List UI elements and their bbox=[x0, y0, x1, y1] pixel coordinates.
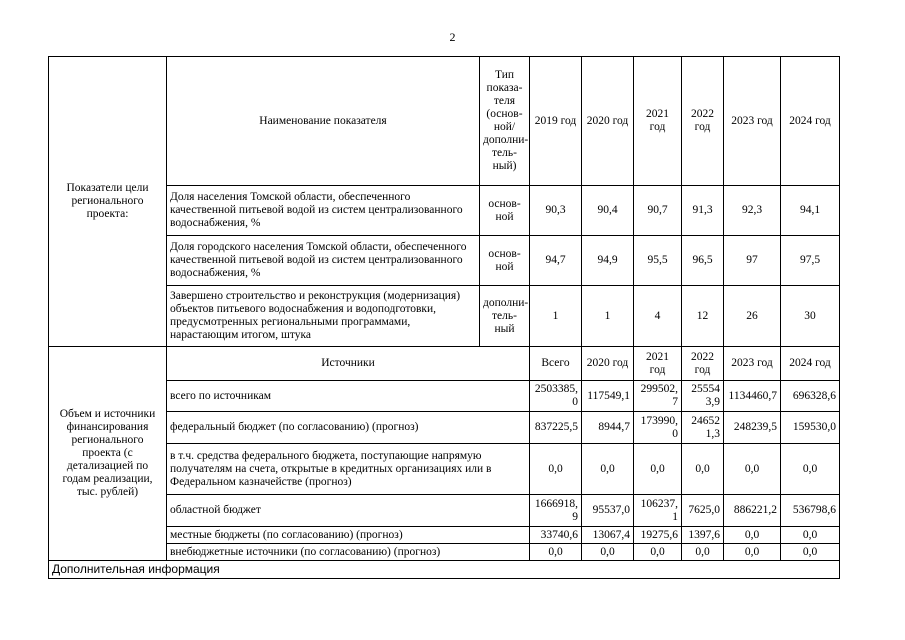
finance-value: 0,0 bbox=[781, 544, 840, 561]
finance-value: 248239,5 bbox=[724, 412, 781, 444]
finance-value: 1134460,7 bbox=[724, 381, 781, 412]
indicator-type: основ-ной bbox=[480, 236, 530, 286]
finance-value: 117549,1 bbox=[582, 381, 634, 412]
finance-value: 536798,6 bbox=[781, 495, 840, 527]
finance-value: 0,0 bbox=[781, 444, 840, 495]
indicator-type: основ-ной bbox=[480, 186, 530, 236]
finance-value: 696328,6 bbox=[781, 381, 840, 412]
indicator-name-header: Наименование показателя bbox=[167, 57, 480, 186]
finance-value: 0,0 bbox=[682, 444, 724, 495]
indicator-value: 92,3 bbox=[724, 186, 781, 236]
finance-value: 7625,0 bbox=[682, 495, 724, 527]
indicator-value: 97,5 bbox=[781, 236, 840, 286]
indicator-type-header: Тип показа-теля (основ-ной/ дополни-тель-ный) bbox=[480, 57, 530, 186]
finance-value: 13067,4 bbox=[582, 527, 634, 544]
finance-value: 255543,9 bbox=[682, 381, 724, 412]
finance-value: 0,0 bbox=[634, 544, 682, 561]
year-header: 2023 год bbox=[724, 57, 781, 186]
year-header: 2021 год bbox=[634, 57, 682, 186]
indicator-name: Доля городского населения Томской области, обеспеченного качественной питьевой водой из систем централизованного водоснабжения, % bbox=[167, 236, 480, 286]
finance-section-label: Объем и источники финансирования регионального проекта (с детализацией по годам реализации, тыс. рублей) bbox=[49, 347, 167, 561]
finance-value: 0,0 bbox=[724, 544, 781, 561]
finance-value: 0,0 bbox=[781, 527, 840, 544]
source-name: федеральный бюджет (по согласованию) (прогноз) bbox=[167, 412, 530, 444]
finance-value: 33740,6 bbox=[530, 527, 582, 544]
finance-value: 2503385,0 bbox=[530, 381, 582, 412]
indicator-value: 1 bbox=[582, 286, 634, 347]
indicator-value: 1 bbox=[530, 286, 582, 347]
goals-section-label: Показатели цели регионального проекта: bbox=[49, 57, 167, 347]
finance-value: 246521,3 bbox=[682, 412, 724, 444]
year-header: 2021 год bbox=[634, 347, 682, 381]
finance-value: 106237,1 bbox=[634, 495, 682, 527]
finance-value: 159530,0 bbox=[781, 412, 840, 444]
source-name: всего по источникам bbox=[167, 381, 530, 412]
indicator-value: 95,5 bbox=[634, 236, 682, 286]
additional-info: Дополнительная информация bbox=[49, 561, 840, 579]
indicator-value: 94,7 bbox=[530, 236, 582, 286]
indicator-name: Завершено строительство и реконструкция (модернизация) объектов питьевого водоснабжения и водоподготовки, предусмотренных региональными программами, нарастающим итогом, штука bbox=[167, 286, 480, 347]
finance-value: 0,0 bbox=[582, 544, 634, 561]
indicator-value: 30 bbox=[781, 286, 840, 347]
indicator-value: 90,3 bbox=[530, 186, 582, 236]
indicator-value: 91,3 bbox=[682, 186, 724, 236]
finance-value: 0,0 bbox=[530, 444, 582, 495]
page-number: 2 bbox=[449, 30, 456, 44]
year-header: 2024 год bbox=[781, 57, 840, 186]
finance-value: 0,0 bbox=[530, 544, 582, 561]
source-name: внебюджетные источники (по согласованию) (прогноз) bbox=[167, 544, 530, 561]
total-header: Всего bbox=[530, 347, 582, 381]
finance-value: 837225,5 bbox=[530, 412, 582, 444]
finance-value: 173990,0 bbox=[634, 412, 682, 444]
indicator-value: 12 bbox=[682, 286, 724, 347]
year-header: 2020 год bbox=[582, 57, 634, 186]
finance-value: 95537,0 bbox=[582, 495, 634, 527]
indicator-value: 97 bbox=[724, 236, 781, 286]
year-header: 2022 год bbox=[682, 347, 724, 381]
finance-value: 0,0 bbox=[582, 444, 634, 495]
year-header: 2023 год bbox=[724, 347, 781, 381]
year-header: 2020 год bbox=[582, 347, 634, 381]
source-name: областной бюджет bbox=[167, 495, 530, 527]
finance-value: 1666918,9 bbox=[530, 495, 582, 527]
year-header: 2022 год bbox=[682, 57, 724, 186]
indicator-value: 4 bbox=[634, 286, 682, 347]
finance-value: 886221,2 bbox=[724, 495, 781, 527]
source-name: в т.ч. средства федерального бюджета, поступающие напрямую получателям на счета, открытые в кредитных организациях или в Федеральном казначействе (прогноз) bbox=[167, 444, 530, 495]
finance-value: 0,0 bbox=[634, 444, 682, 495]
indicator-value: 90,7 bbox=[634, 186, 682, 236]
indicator-value: 94,1 bbox=[781, 186, 840, 236]
finance-value: 8944,7 bbox=[582, 412, 634, 444]
sources-header: Источники bbox=[167, 347, 530, 381]
finance-value: 0,0 bbox=[724, 527, 781, 544]
year-header: 2019 год bbox=[530, 57, 582, 186]
passport-table bbox=[48, 56, 840, 579]
finance-value: 19275,6 bbox=[634, 527, 682, 544]
year-header: 2024 год bbox=[781, 347, 840, 381]
indicator-type: дополни-тель-ный bbox=[480, 286, 530, 347]
finance-value: 0,0 bbox=[724, 444, 781, 495]
indicator-value: 90,4 bbox=[582, 186, 634, 236]
finance-value: 1397,6 bbox=[682, 527, 724, 544]
source-name: местные бюджеты (по согласованию) (прогноз) bbox=[167, 527, 530, 544]
indicator-value: 96,5 bbox=[682, 236, 724, 286]
indicator-value: 26 bbox=[724, 286, 781, 347]
indicator-value: 94,9 bbox=[582, 236, 634, 286]
finance-value: 0,0 bbox=[682, 544, 724, 561]
finance-value: 299502,7 bbox=[634, 381, 682, 412]
indicator-name: Доля населения Томской области, обеспеченного качественной питьевой водой из систем централизованного водоснабжения, % bbox=[167, 186, 480, 236]
